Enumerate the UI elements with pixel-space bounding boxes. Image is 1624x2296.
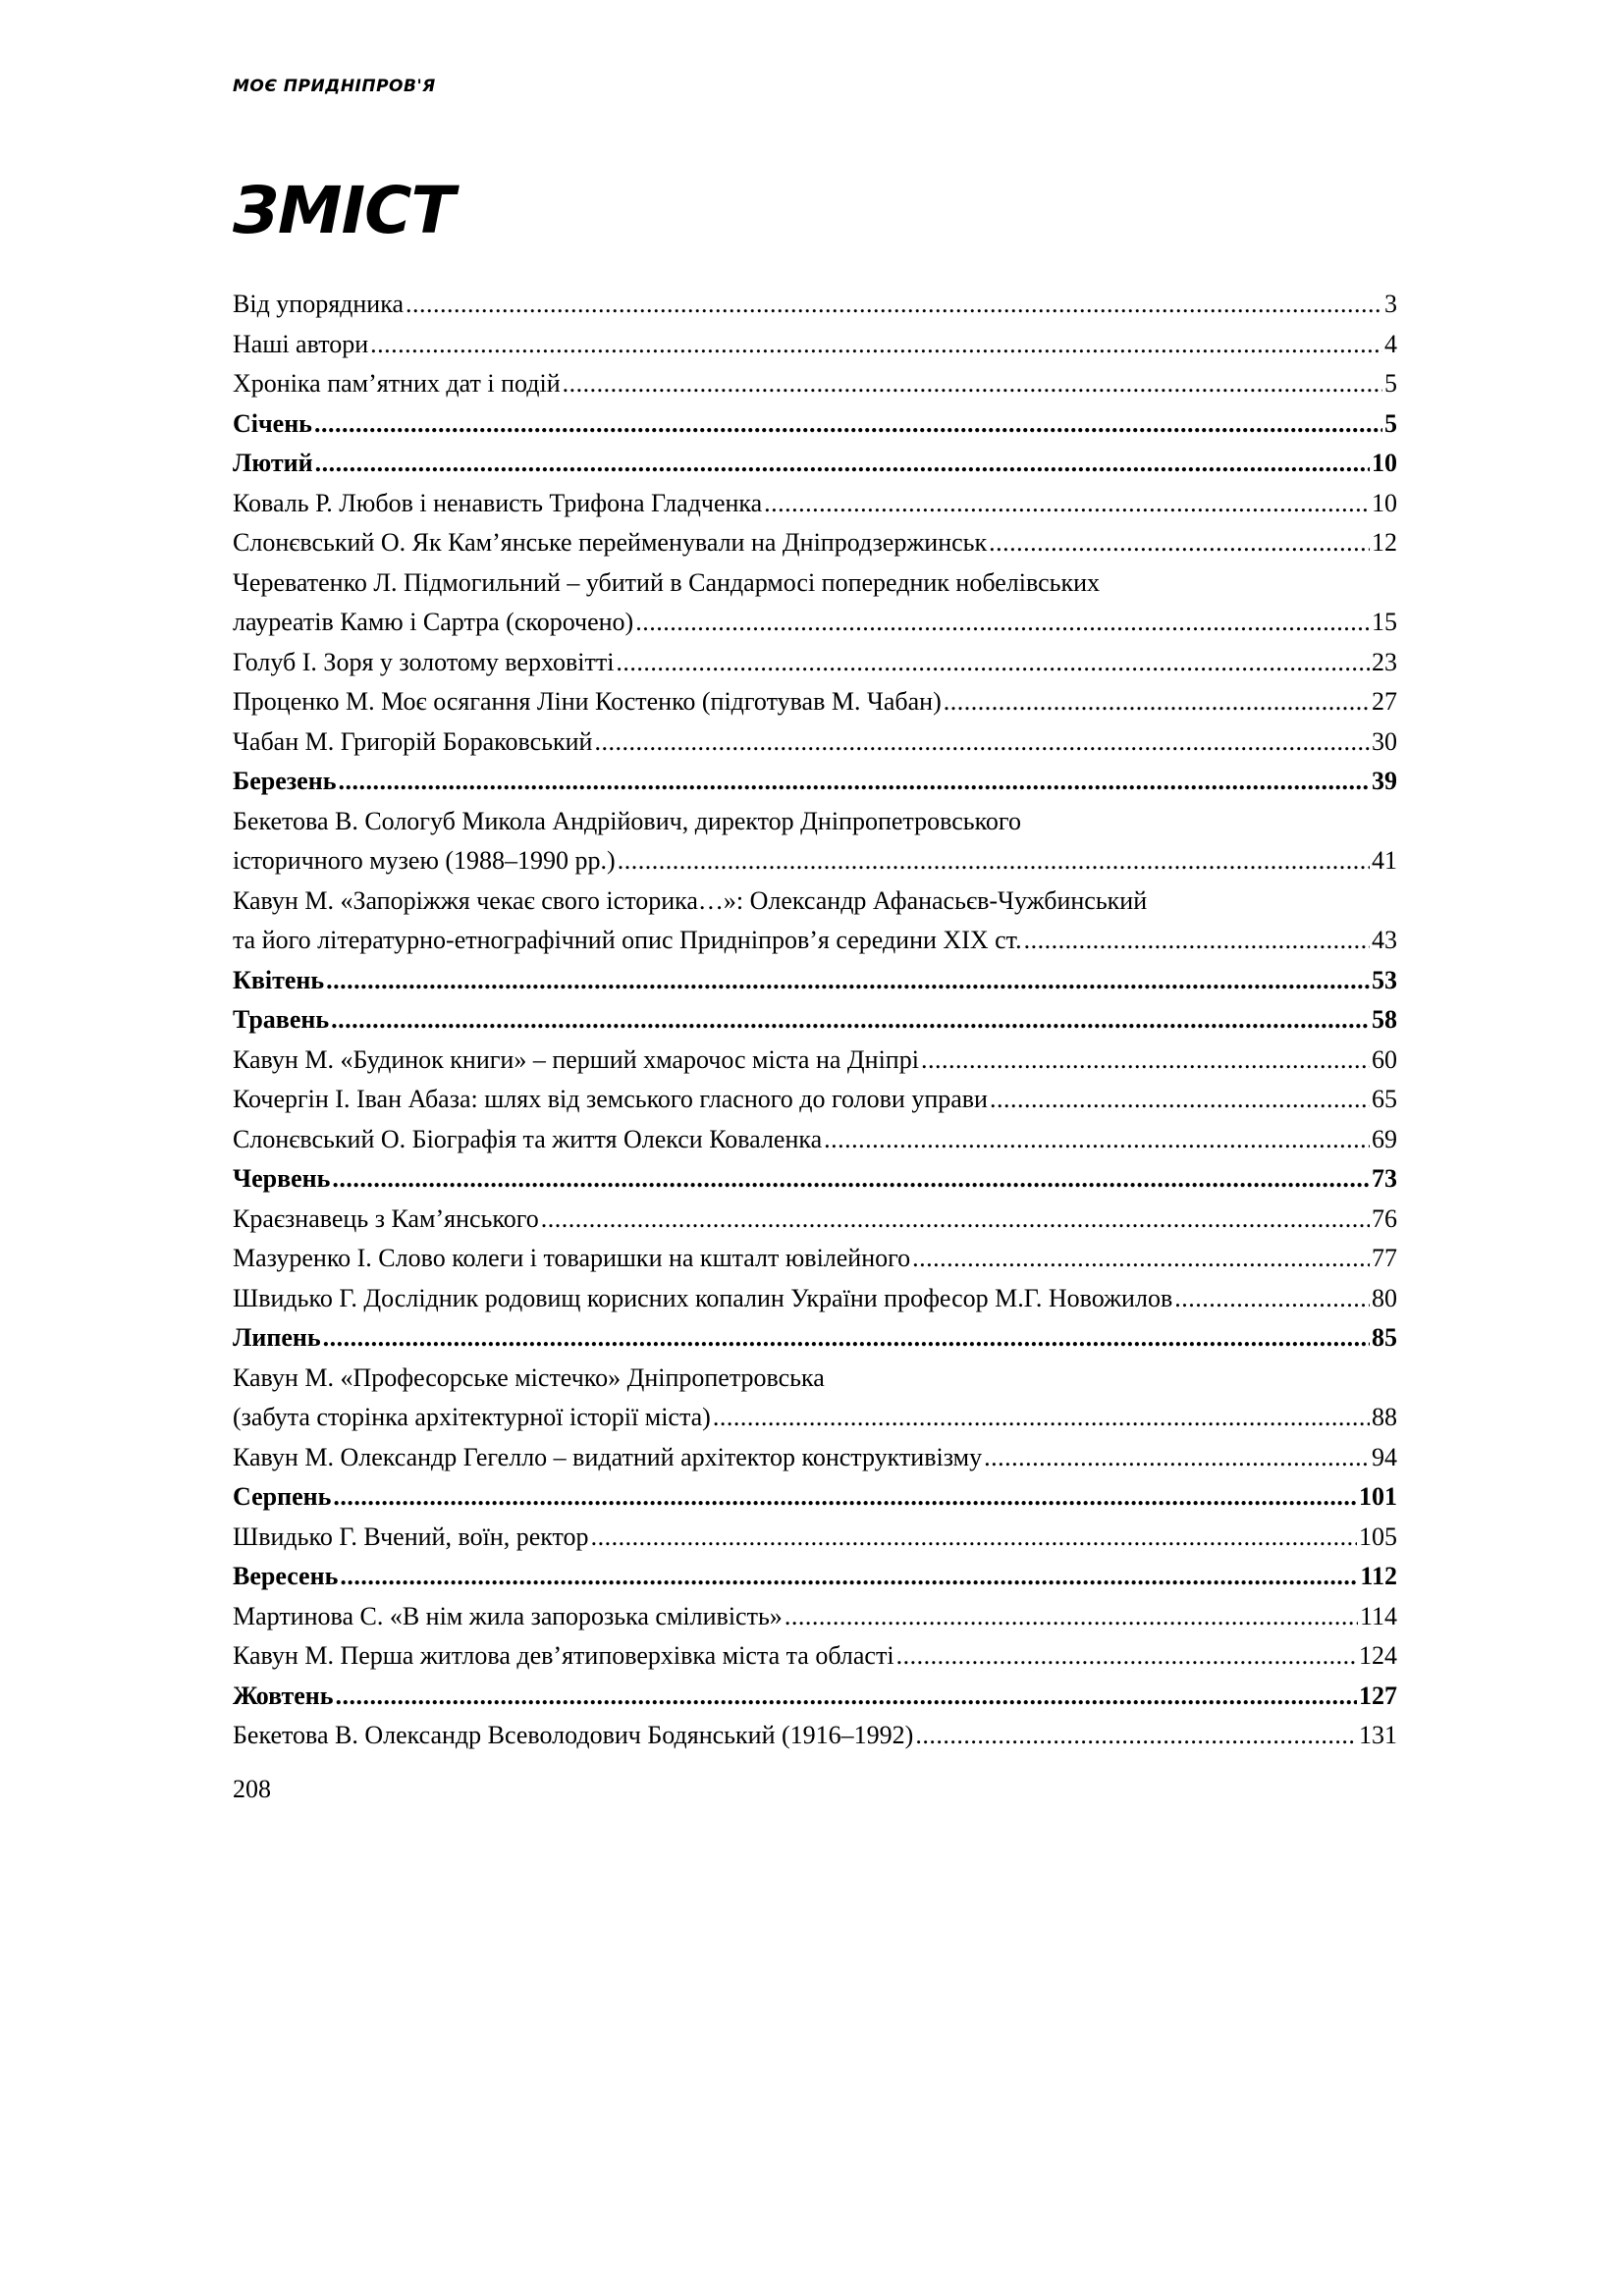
toc-entry (233, 523, 1397, 563)
running-head: МОЄ ПРИДНІПРОВ'Я (233, 77, 436, 96)
toc-entry (233, 802, 1397, 842)
toc-entry-title: Жовтень (233, 1681, 334, 1710)
dot-leader (331, 1000, 1370, 1041)
toc-entry-page: 114 (1359, 1601, 1397, 1630)
dot-leader (336, 1677, 1357, 1717)
dot-leader (406, 285, 1382, 325)
toc-section-heading (233, 1477, 1397, 1518)
dot-leader (563, 364, 1382, 404)
toc-entry-page: 5 (1384, 369, 1397, 398)
toc-entry-title: Серпень (233, 1482, 332, 1511)
toc-entry-title: Червень (233, 1164, 331, 1193)
toc-entry-page: 69 (1372, 1124, 1397, 1153)
toc-entry-title: Слонєвський О. Як Кам’янське перейменували на Дніпродзержинськ (233, 528, 988, 557)
toc-entry (233, 1041, 1397, 1081)
toc-entry-title: Слонєвський О. Біографія та життя Олекси Коваленка (233, 1124, 823, 1153)
toc-entry (233, 285, 1397, 325)
toc-entry (233, 921, 1397, 961)
dot-leader (338, 762, 1370, 802)
toc-entry (233, 1518, 1397, 1558)
toc-entry-title: Швидько Г. Дослідник родовищ корисних копалин України професор М.Г. Новожилов (233, 1283, 1173, 1312)
toc-entry-title: Кавун М. «Запоріжжя чекає свого історика…»: Олександр Афанасьєв-Чужбинський (233, 885, 1148, 915)
toc-entry (233, 1200, 1397, 1240)
toc-entry-page: 41 (1372, 846, 1397, 875)
dot-leader (594, 722, 1370, 763)
toc-entry (233, 364, 1397, 404)
dot-leader (315, 444, 1370, 484)
toc-entry-page: 76 (1372, 1203, 1397, 1233)
toc-entry-title: Кавун М. Олександр Гегелло – видатний архітектор конструктивізму (233, 1442, 983, 1471)
toc-entry-title: Травень (233, 1005, 330, 1034)
toc-entry-title: Кавун М. «Професорське містечко» Дніпропетровська (233, 1362, 825, 1392)
toc-entry-title: Кавун М. «Будинок книги» – перший хмарочос міста на Дніпрі (233, 1044, 919, 1074)
toc-entry (233, 643, 1397, 683)
toc-entry-page: 85 (1372, 1323, 1397, 1352)
toc-entry-title: Чабан М. Григорій Бораковський (233, 726, 593, 756)
dot-leader (989, 523, 1370, 563)
toc-section-heading (233, 762, 1397, 802)
dot-leader (616, 643, 1370, 683)
dot-leader (785, 1597, 1358, 1637)
toc-section-heading (233, 961, 1397, 1001)
toc-entry-title: Швидько Г. Вчений, воїн, ректор (233, 1522, 589, 1551)
toc-entry-page: 73 (1372, 1164, 1397, 1193)
toc-entry-title: Березень (233, 767, 337, 795)
toc-entry-page: 124 (1359, 1641, 1397, 1670)
toc-entry-title: Кочергін І. Іван Абаза: шлях від земського гласного до голови управи (233, 1085, 988, 1113)
dot-leader (314, 404, 1382, 445)
dot-leader (915, 1716, 1357, 1756)
toc-entry-title: історичного музею (1988–1990 рр.) (233, 846, 616, 875)
toc-entry-title: Голуб І. Зоря у золотому верховітті (233, 647, 615, 676)
toc-entry (233, 1398, 1397, 1438)
toc-entry (233, 682, 1397, 722)
toc-entry-page: 10 (1372, 449, 1397, 477)
dot-leader (618, 841, 1370, 881)
toc-entry-page: 3 (1384, 290, 1397, 318)
toc-entry-page: 43 (1372, 926, 1397, 954)
dot-leader (713, 1398, 1370, 1438)
toc-entry-page: 88 (1372, 1403, 1397, 1431)
page-title: ЗМІСТ (233, 173, 455, 248)
dot-leader (340, 1557, 1358, 1597)
dot-leader (323, 1318, 1370, 1359)
dot-leader (896, 1636, 1357, 1677)
toc-entry-page: 23 (1372, 647, 1397, 676)
toc-entry (233, 881, 1397, 922)
toc-entry-title: Лютий (233, 449, 313, 477)
toc-entry-title: Квітень (233, 965, 325, 994)
toc-entry (233, 563, 1397, 604)
dot-leader (333, 1477, 1357, 1518)
toc-entry (233, 1636, 1397, 1677)
toc-entry-page: 12 (1372, 528, 1397, 557)
toc-entry-page: 30 (1372, 726, 1397, 756)
toc-entry-page: 53 (1372, 965, 1397, 994)
toc-entry-title: Мартинова С. «В нім жила запорозька сміливість» (233, 1601, 783, 1630)
toc-entry (233, 1716, 1397, 1756)
toc-entry-page: 105 (1359, 1522, 1397, 1551)
toc-entry (233, 1359, 1397, 1399)
table-of-contents (233, 285, 1397, 1756)
toc-entry-title: Січень (233, 408, 312, 438)
dot-leader (541, 1200, 1370, 1240)
toc-section-heading (233, 1318, 1397, 1359)
toc-entry (233, 1597, 1397, 1637)
toc-entry-page: 77 (1372, 1244, 1397, 1272)
toc-entry (233, 722, 1397, 763)
toc-entry-page: 27 (1372, 687, 1397, 716)
toc-entry-title: (забута сторінка архітектурної історії міста) (233, 1403, 711, 1431)
toc-entry-title: Від упорядника (233, 290, 405, 318)
dot-leader (370, 325, 1382, 365)
toc-entry (233, 484, 1397, 524)
toc-entry-page: 5 (1384, 408, 1397, 438)
toc-entry (233, 325, 1397, 365)
toc-section-heading (233, 444, 1397, 484)
dot-leader (921, 1041, 1370, 1081)
dot-leader (912, 1239, 1370, 1279)
dot-leader (984, 1438, 1370, 1478)
toc-entry-title: Вересень (233, 1562, 339, 1590)
toc-entry (233, 1239, 1397, 1279)
dot-leader (635, 603, 1370, 643)
toc-entry-title: Бекетова В. Олександр Всеволодович Бодянський (1916–1992) (233, 1721, 914, 1749)
toc-section-heading (233, 1677, 1397, 1717)
toc-entry (233, 1120, 1397, 1160)
toc-entry-page: 94 (1372, 1442, 1397, 1471)
toc-entry-page: 65 (1372, 1085, 1397, 1113)
toc-entry (233, 1438, 1397, 1478)
toc-section-heading (233, 1159, 1397, 1200)
toc-entry-title: лауреатів Камю і Сартра (скорочено) (233, 608, 634, 636)
toc-entry (233, 841, 1397, 881)
toc-entry-title: Кавун М. Перша житлова дев’ятиповерхівка міста та області (233, 1641, 894, 1670)
toc-entry-title: Коваль Р. Любов і ненависть Трифона Гладченка (233, 488, 763, 517)
toc-entry-title: Мазуренко І. Слово колеги і товаришки на кшталт ювілейного (233, 1244, 911, 1272)
toc-entry-title: Хроніка пам’ятних дат і подій (233, 369, 561, 398)
toc-entry-title: Череватенко Л. Підмогильний – убитий в Сандармосі попередник нобелівських (233, 567, 1101, 597)
toc-entry-title: Бекетова В. Сологуб Микола Андрійович, директор Дніпропетровського (233, 806, 1021, 835)
toc-entry-title: та його літературно-етнографічний опис Придніпров’я середини ХІХ ст. (233, 926, 1022, 954)
dot-leader (764, 484, 1370, 524)
dot-leader (332, 1159, 1370, 1200)
dot-leader (326, 961, 1370, 1001)
toc-entry-page: 131 (1359, 1721, 1397, 1749)
toc-entry-title: Наші автори (233, 329, 369, 358)
toc-entry-page: 112 (1360, 1562, 1397, 1590)
toc-entry (233, 1080, 1397, 1120)
toc-entry-page: 80 (1372, 1283, 1397, 1312)
toc-entry-page: 101 (1359, 1482, 1397, 1511)
toc-entry-page: 15 (1372, 608, 1397, 636)
toc-entry-title: Краєзнавець з Кам’янського (233, 1203, 539, 1233)
dot-leader (824, 1120, 1370, 1160)
toc-entry-page: 4 (1384, 329, 1397, 358)
toc-section-heading (233, 1557, 1397, 1597)
toc-entry (233, 1279, 1397, 1319)
toc-entry-page: 58 (1372, 1005, 1397, 1034)
toc-entry-page: 60 (1372, 1044, 1397, 1074)
dot-leader (591, 1518, 1357, 1558)
toc-entry-page: 39 (1372, 767, 1397, 795)
toc-entry-page: 10 (1372, 488, 1397, 517)
toc-section-heading (233, 404, 1397, 445)
page-number: 208 (233, 1775, 271, 1803)
toc-entry-title: Проценко М. Моє осягання Ліни Костенко (підготував М. Чабан) (233, 687, 942, 716)
toc-entry-page: 127 (1359, 1681, 1397, 1710)
dot-leader (1174, 1279, 1370, 1319)
dot-leader (990, 1080, 1370, 1120)
dot-leader (1024, 921, 1370, 961)
dot-leader (944, 682, 1370, 722)
toc-section-heading (233, 1000, 1397, 1041)
toc-entry (233, 603, 1397, 643)
toc-entry-title: Липень (233, 1323, 321, 1352)
